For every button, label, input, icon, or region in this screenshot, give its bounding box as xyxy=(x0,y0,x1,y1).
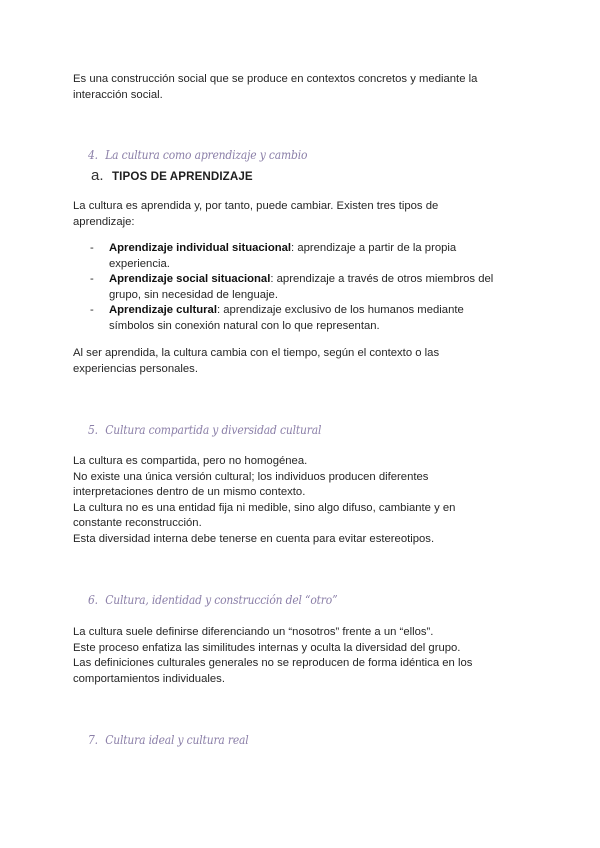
text-line: experiencias personales. xyxy=(73,362,198,375)
text-line: No existe una única versión cultural; los individuos producen diferentes xyxy=(73,470,429,483)
section-number: 5. xyxy=(88,422,98,437)
text-line: La cultura no es una entidad fija ni medible, sino algo difuso, cambiante y en xyxy=(73,501,456,514)
text-line: Al ser aprendida, la cultura cambia con el tiempo, según el contexto o las xyxy=(73,347,440,359)
subsection-heading xyxy=(91,167,253,184)
section-title: Cultura, identidad y construcción del “otro” xyxy=(105,592,338,607)
list-item xyxy=(90,303,530,334)
bullet-term: Aprendizaje social situacional xyxy=(109,273,271,286)
list-item xyxy=(90,272,530,303)
section-4-closing xyxy=(73,346,533,377)
bullet-text: : aprendizaje a través de otros miembros del xyxy=(270,273,494,286)
bullet-marker: - xyxy=(90,273,94,286)
list-item xyxy=(90,241,530,272)
text-line: Es una construcción social que se produce en contextos concretos y mediante la xyxy=(73,73,478,85)
bullet-continuation: símbolos sin conexión natural con lo que representan. xyxy=(109,319,380,332)
bullet-marker: - xyxy=(90,304,94,317)
text-line: La cultura suele definirse diferenciando un “nosotros” frente a un “ellos”. xyxy=(73,626,434,638)
bullet-text: : aprendizaje a partir de la propia xyxy=(291,242,457,254)
text-line: La cultura es compartida, pero no homogénea. xyxy=(73,455,308,467)
section-5-paragraph xyxy=(73,454,533,548)
section-4-intro xyxy=(73,199,533,230)
bullet-text: : aprendizaje exclusivo de los humanos mediante xyxy=(216,304,464,317)
subsection-label: TIPOS DE APRENDIZAJE xyxy=(112,170,253,183)
section-5-heading xyxy=(88,422,321,437)
learning-types-list xyxy=(90,241,530,335)
text-line: Las definiciones culturales generales no se reproducen de forma idéntica en los xyxy=(73,657,473,670)
text-line: constante reconstrucción. xyxy=(73,517,202,530)
section-number: 7. xyxy=(88,732,98,747)
section-title: La cultura como aprendizaje y cambio xyxy=(105,147,308,162)
bullet-term: Aprendizaje cultural xyxy=(109,304,217,317)
section-number: 4. xyxy=(88,147,98,162)
bullet-continuation: grupo, sin necesidad de lenguaje. xyxy=(109,288,278,301)
section-title: Cultura compartida y diversidad cultural xyxy=(105,422,322,437)
section-number: 6. xyxy=(88,592,98,607)
text-line: comportamientos individuales. xyxy=(73,672,225,685)
text-line: Este proceso enfatiza las similitudes internas y oculta la diversidad del grupo. xyxy=(73,641,461,654)
section-6-paragraph xyxy=(73,625,533,687)
text-line: interpretaciones dentro de un mismo contexto. xyxy=(73,486,306,499)
bullet-term: Aprendizaje individual situacional xyxy=(109,242,292,254)
text-line: La cultura es aprendida y, por tanto, puede cambiar. Existen tres tipos de xyxy=(73,200,439,212)
bullet-marker: - xyxy=(90,242,94,254)
section-title: Cultura ideal y cultura real xyxy=(105,732,249,747)
bullet-continuation: experiencia. xyxy=(109,257,170,270)
subsection-letter: a. xyxy=(91,167,104,184)
intro-paragraph xyxy=(73,72,533,103)
text-line: aprendizaje: xyxy=(73,215,135,228)
section-7-heading xyxy=(88,732,249,747)
section-4-heading xyxy=(88,147,307,162)
section-6-heading xyxy=(88,592,337,607)
text-line: interacción social. xyxy=(73,88,163,101)
text-line: Esta diversidad interna debe tenerse en cuenta para evitar estereotipos. xyxy=(73,532,435,545)
